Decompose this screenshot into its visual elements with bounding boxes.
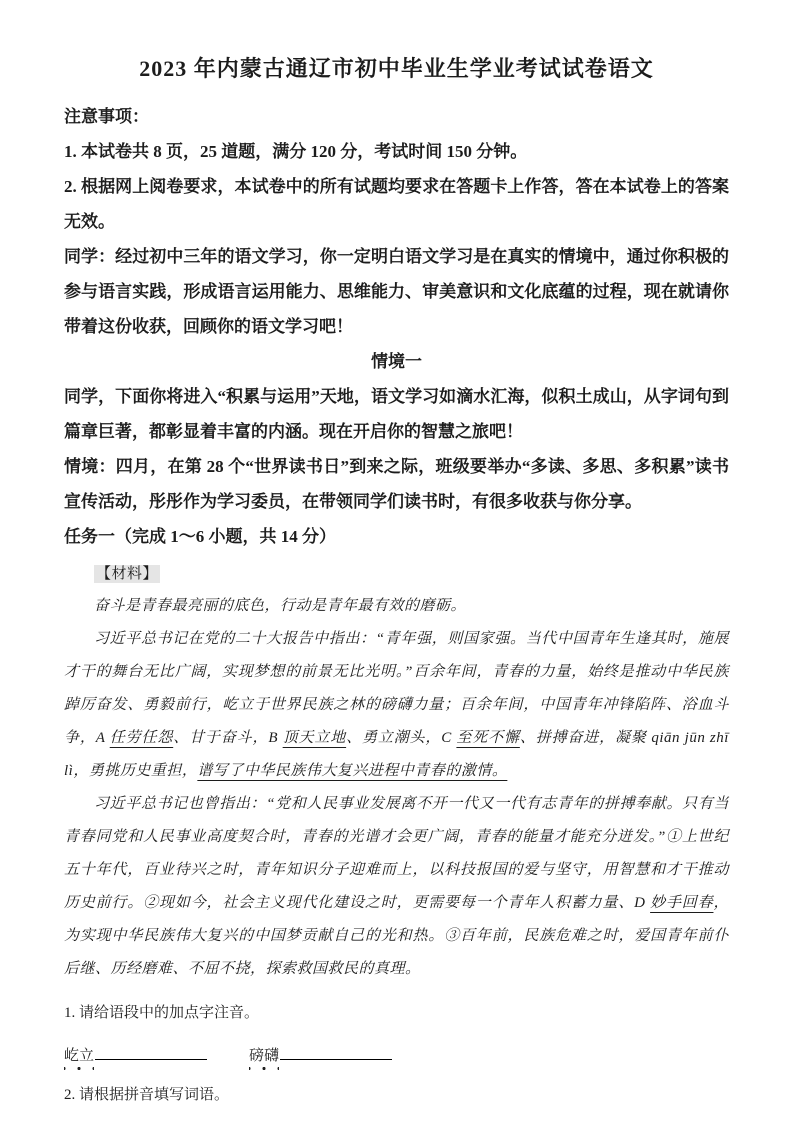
text-segment: 习近平总书记在党的二十大报告中指出：“青年强，则国家强。当代中国青年生逢其时，施展才干的舞台无比广阔，实现梦想的前景无比光明。”百余年间，青春的力量，始终是推动中华民族踔厉奋发、勇毅前行，屹立于世界民族之林的磅礴力量；百余年间，中国青年冲锋陷阵、浴血斗争，A bbox=[64, 631, 729, 746]
material-label: 【材料】 bbox=[96, 566, 159, 582]
underlined-phrase: 任劳任怨 bbox=[109, 730, 174, 746]
material-paragraph-3 bbox=[64, 788, 729, 986]
question-1-answer-area bbox=[64, 1044, 729, 1068]
text-segment: ，为实现中华民族伟大复兴的中国梦贡献自己的光和热。③百年前，民族危难之时，爱国青年前仆后继、历经磨难、不屈不挠，探索救国救民的真理。 bbox=[64, 895, 729, 977]
question-2-text: 2. 请根据拼音填写词语。 bbox=[64, 1087, 230, 1103]
text-segment: 、勇立潮头，C bbox=[346, 730, 457, 746]
text-segment: 、拼搏奋进，凝聚 qiān jūn zhī lì，勇挑历史重担， bbox=[64, 730, 729, 779]
text-segment: 习近平总书记也曾指出：“党和人民事业发展离不开一代又一代有志青年的拼搏奉献。只有当青春同党和人民事业高度契合时，青春的光谱才会更广阔，青春的能量才能充分迸发。”①上世纪五十年代，百业待兴之时，青年知识分子迎难而上，以科技报国的爱与坚守，用智慧和才干推动历史前行。②现如今，社会主义现代化建设之时，更需要每一个青年人积蓄力量、D bbox=[64, 796, 729, 911]
answer-blank-1 bbox=[95, 1044, 207, 1060]
notice-item-2: 2. 根据网上阅卷要求，本试卷中的所有试题均要求在答题卡上作答，答在本试卷上的答案无效。 bbox=[64, 177, 729, 231]
material-paragraph-1: 奋斗是青春最亮丽的底色，行动是青年最有效的磨砺。 bbox=[94, 598, 467, 614]
intro-paragraph: 同学：经过初中三年的语文学习，你一定明白语文学习是在真实的情境中，通过你积极的参与语言实践，形成语言运用能力、思维能力、审美意识和文化底蕴的过程，现在就请你带着这份收获，回顾你的语文学习吧！ bbox=[64, 247, 729, 336]
underlined-phrase: 顶天立地 bbox=[282, 730, 347, 746]
text-segment: 、甘于奋斗，B bbox=[173, 730, 283, 746]
material-paragraph-2 bbox=[64, 623, 729, 788]
page-title: 2023 年内蒙古通辽市初中毕业生学业考试试卷语文 bbox=[139, 56, 654, 81]
material-label-row bbox=[64, 558, 729, 590]
scenario-1-context: 情境：四月，在第 28 个“世界读书日”到来之际，班级要举办“多读、多思、多积累”读书宣传活动，彤彤作为学习委员，在带领同学们读书时，有很多收获与你分享。 bbox=[64, 457, 729, 511]
scenario-1-lead: 同学，下面你将进入“积累与运用”天地，语文学习如滴水汇海，似积土成山，从字词句到篇章巨著，都彰显着丰富的内涵。现在开启你的智慧之旅吧！ bbox=[64, 387, 729, 441]
underlined-phrase: 至死不懈 bbox=[456, 730, 520, 746]
task-1-heading: 任务一（完成 1～6 小题，共 14 分） bbox=[64, 527, 336, 546]
material-section bbox=[64, 558, 729, 986]
notice-item-1: 1. 本试卷共 8 页，25 道题，满分 120 分，考试时间 150 分钟。 bbox=[64, 142, 528, 161]
underlined-phrase: 谱写了中华民族伟大复兴进程中青春的激情。 bbox=[197, 763, 508, 779]
dotted-word-pangbo: 磅礴 bbox=[249, 1048, 279, 1071]
underlined-phrase: 妙手回春 bbox=[650, 895, 714, 911]
question-1-text: 1. 请给语段中的加点字注音。 bbox=[64, 1005, 260, 1021]
answer-blank-2 bbox=[280, 1044, 392, 1060]
dotted-word-yili: 屹立 bbox=[64, 1048, 94, 1071]
notice-heading: 注意事项： bbox=[64, 107, 149, 126]
scenario-1-heading: 情境一 bbox=[371, 352, 422, 371]
